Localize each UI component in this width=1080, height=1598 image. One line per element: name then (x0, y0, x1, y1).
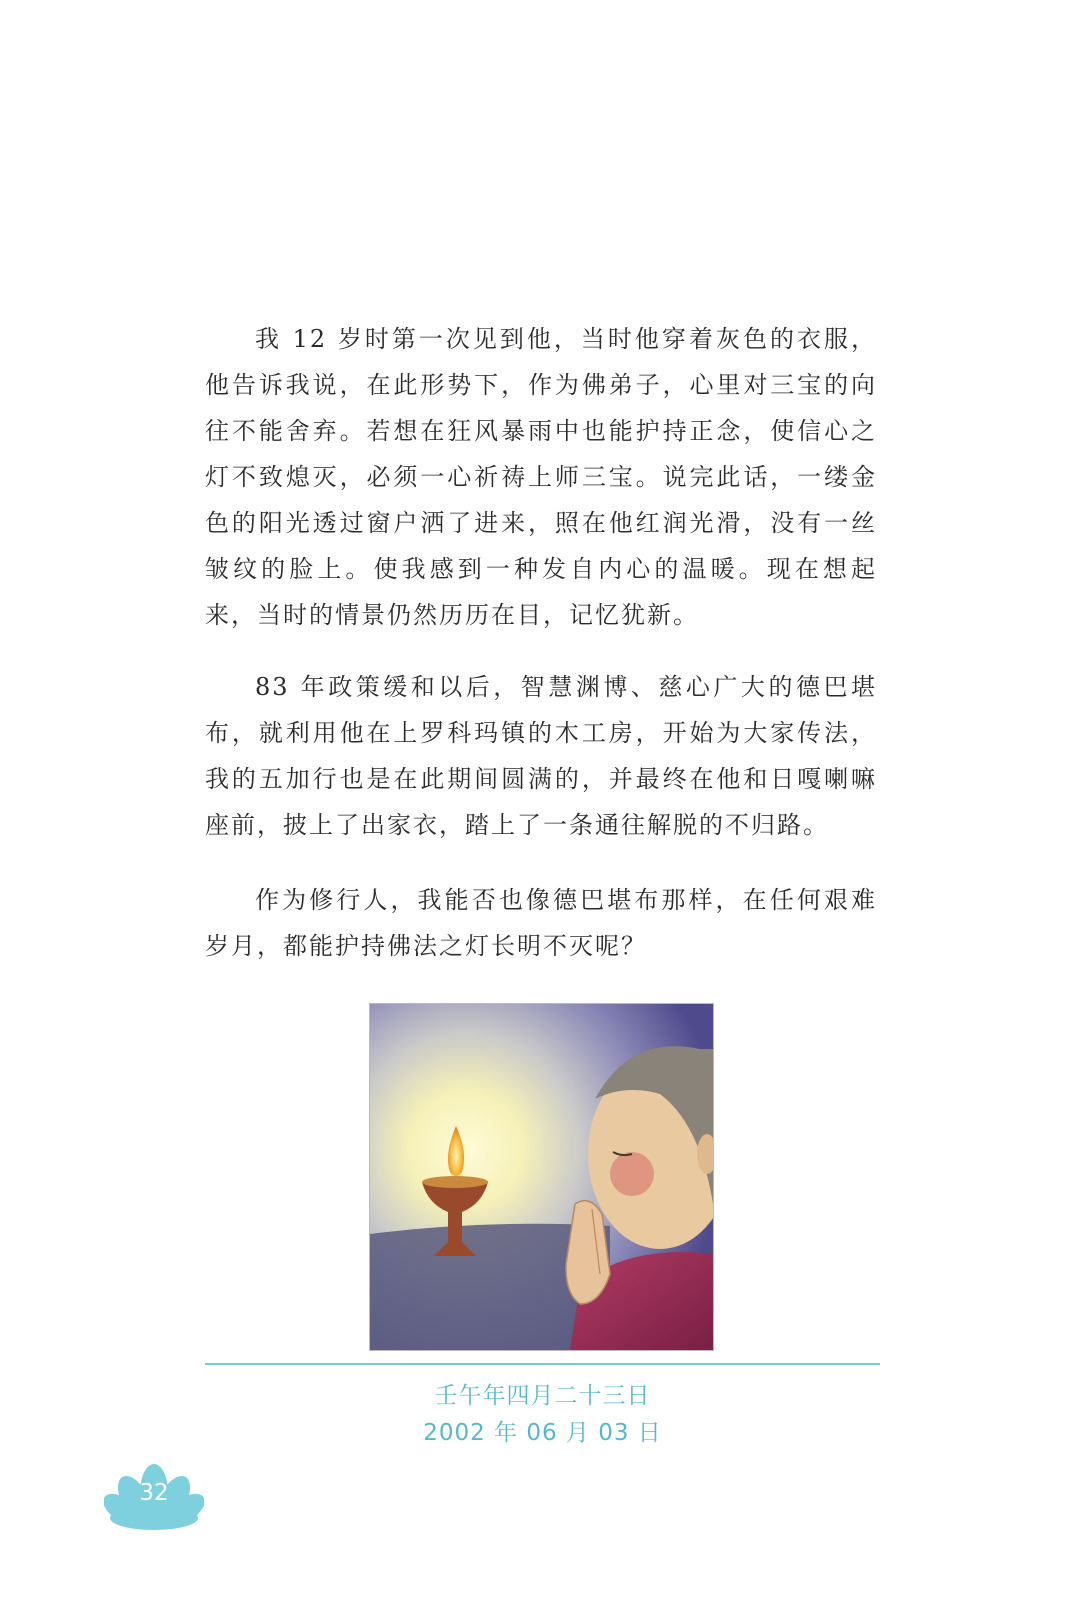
body-paragraph-3: 作为修行人，我能否也像德巴堪布那样，在任何艰难岁月，都能护持佛法之灯长明不灭呢？ (205, 886, 877, 960)
page-number: 32 (139, 1480, 169, 1506)
butter-lamp-illustration (369, 1003, 714, 1351)
body-paragraph-1: 我 12 岁时第一次见到他，当时他穿着灰色的衣服，他告诉我说，在此形势下，作为佛弟子，心里对三宝的向往不能舍弃。若想在狂风暴雨中也能护持正念，使信心之灯不致熄灭，必须一心祈祷上师三宝。说完此话，一缕金色的阳光透过窗户洒了进来，照在他红润光滑，没有一丝皱纹的脸上。使我感到一种发自内心的温暖。现在想起来，当时的情景仍然历历在目，记忆犹新。 (205, 325, 877, 629)
page-number-badge (104, 1460, 204, 1534)
body-paragraph-2: 83 年政策缓和以后，智慧渊博、慈心广大的德巴堪布，就利用他在上罗科玛镇的木工房，开始为大家传法，我的五加行也是在此期间圆满的，并最终在他和日嘎喇嘛座前，披上了出家衣，踏上了一条通往解脱的不归路。 (205, 673, 877, 839)
gregorian-date: 2002 年 06 月 03 日 (423, 1420, 662, 1446)
footer-divider (205, 1363, 880, 1365)
lunar-date: 壬午年四月二十三日 (434, 1383, 651, 1409)
